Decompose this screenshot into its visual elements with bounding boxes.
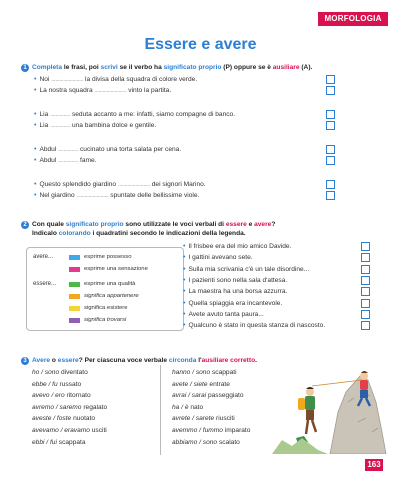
sentence-text: Questo splendido giardino <box>39 181 117 188</box>
verb-item <box>172 379 250 391</box>
instruction-fragment: avere <box>254 221 272 228</box>
color-box[interactable] <box>361 287 370 296</box>
instruction-fragment: significato proprio <box>65 221 124 228</box>
sentence-text: I pazienti sono nella sala d'attesa. <box>188 276 288 284</box>
legend-avere-label: avere... <box>33 254 54 260</box>
sentence-line <box>34 75 197 84</box>
bullet-icon: • <box>34 192 37 199</box>
instruction-fragment: essere <box>57 357 79 364</box>
instruction-fragment: . <box>255 357 257 364</box>
verb-item <box>32 367 107 379</box>
color-box[interactable] <box>361 242 370 251</box>
answer-box[interactable] <box>326 180 335 189</box>
sentence-line <box>34 191 199 200</box>
bullet-icon: • <box>34 122 37 129</box>
verb-item <box>32 413 107 425</box>
fill-in-blank[interactable]: ............... <box>50 122 71 129</box>
past-participle: nato <box>190 403 204 411</box>
instruction-fragment: Indicalo <box>32 230 59 237</box>
answer-box[interactable] <box>326 110 335 119</box>
color-legend <box>26 247 184 331</box>
auxiliary-choice[interactable]: avemmo / fummo <box>172 426 223 434</box>
sentence-text: Avete avuto tanta paura... <box>188 310 264 318</box>
instruction-fragment: Avere <box>32 357 51 364</box>
answer-box[interactable] <box>326 86 335 95</box>
sentence-text: cucinato una torta salata per cena. <box>80 146 182 153</box>
instruction-fragment: (P) oppure se è <box>221 64 273 71</box>
sentence-text: vinto la partita. <box>128 87 172 94</box>
sentence-line <box>34 180 206 189</box>
instruction-fragment: sono utilizzate le voci verbali di <box>123 221 226 228</box>
legend-label: esprime possesso <box>84 254 132 260</box>
sentence-line <box>34 121 156 130</box>
past-participle: regalato <box>83 403 108 411</box>
sentence-text: La maestra ha una borsa azzurra. <box>188 288 288 296</box>
sentence-text: Il frisbee era del mio amico Davide. <box>188 243 292 250</box>
sentence-text: fame. <box>80 157 97 164</box>
answer-box[interactable] <box>326 156 335 165</box>
past-participle: usciti <box>91 426 107 434</box>
legend-label: significa esistere <box>84 305 128 311</box>
instruction-fragment: ausiliare corretto <box>201 357 256 364</box>
bullet-icon: • <box>34 111 37 118</box>
bullet-icon: • <box>183 288 186 296</box>
instruction-fragment: o <box>50 357 58 364</box>
auxiliary-choice[interactable]: ho / sono <box>32 369 60 376</box>
auxiliary-choice[interactable]: avremo / saremo <box>32 403 82 411</box>
legend-label: esprime una qualità <box>84 281 136 287</box>
bullet-icon: • <box>34 181 37 188</box>
auxiliary-choice[interactable]: hanno / sono <box>172 369 211 376</box>
instruction-fragment: i quadratini secondo le indicazioni della legenda. <box>90 230 246 237</box>
answer-box[interactable] <box>326 191 335 200</box>
exercise-2-number: 2 <box>21 221 29 229</box>
sentence-line <box>183 265 309 274</box>
legend-swatch <box>69 282 80 287</box>
sentence-text: una bambina dolce e gentile. <box>71 122 157 129</box>
exercise-1-number: 1 <box>21 64 29 72</box>
instruction-fragment: (A). <box>299 64 313 71</box>
sentence-text: I gattini avevano sete. <box>188 254 253 262</box>
color-box[interactable] <box>361 265 370 274</box>
sentence-text: Abdul <box>39 146 57 153</box>
past-participle: scappata <box>58 438 86 446</box>
sentence-line <box>183 276 287 285</box>
instruction-fragment: Con quale <box>32 221 66 228</box>
past-participle: entrate <box>209 380 230 388</box>
color-box[interactable] <box>361 276 370 285</box>
fill-in-blank[interactable]: ........................ <box>117 181 150 188</box>
verb-item <box>172 413 250 425</box>
instruction-fragment: se il verbo ha <box>117 64 164 71</box>
sentence-text: Abdul <box>39 157 57 164</box>
sentence-line <box>34 156 97 165</box>
sentence-text: Qualcuno è stato in questa stanza di nascosto. <box>188 322 326 330</box>
sentence-text: dei signori Marino. <box>151 181 206 188</box>
sentence-line <box>183 287 287 296</box>
past-participle: passeggiato <box>207 392 244 400</box>
color-box[interactable] <box>361 310 370 319</box>
sentence-text: Lia <box>39 111 49 118</box>
auxiliary-choice[interactable]: avete / siete <box>172 380 208 388</box>
fill-in-blank[interactable]: ............... <box>50 111 71 118</box>
answer-box[interactable] <box>326 75 335 84</box>
fill-in-blank[interactable]: ........................ <box>76 192 109 199</box>
sentence-line <box>183 299 282 308</box>
answer-box[interactable] <box>326 145 335 154</box>
past-participle: riusciti <box>216 415 235 423</box>
legend-label: significa trovarsi <box>84 317 127 323</box>
exercise-2-instruction-line2 <box>32 229 246 238</box>
sentence-text: Noi <box>39 76 50 83</box>
instruction-fragment: l' <box>196 357 202 364</box>
auxiliary-choice[interactable]: abbiamo / sono <box>172 438 218 446</box>
bullet-icon: • <box>34 76 37 83</box>
verb-item <box>32 379 107 391</box>
instruction-fragment: e <box>246 221 255 228</box>
sentence-line <box>183 253 253 262</box>
sentence-text: la divisa della squadra di colore verde. <box>85 76 198 83</box>
past-participle: diventato <box>60 369 88 376</box>
auxiliary-choice[interactable]: avrete / sarete <box>172 415 215 423</box>
auxiliary-choice[interactable]: avevo / ero <box>32 392 65 400</box>
auxiliary-choice[interactable]: ebbi / fui <box>32 438 57 446</box>
legend-swatch <box>69 318 80 323</box>
bullet-icon: • <box>183 265 186 273</box>
sentence-text: Quella spiaggia era incantevole. <box>188 299 283 307</box>
legend-swatch <box>69 267 80 272</box>
instruction-fragment: ? <box>271 221 276 228</box>
legend-swatch <box>69 306 80 311</box>
sentence-line <box>34 86 171 95</box>
page-title: Essere e avere <box>144 36 257 53</box>
sentence-line <box>183 321 325 330</box>
past-participle: nuotato <box>73 415 96 423</box>
instruction-fragment: significato proprio <box>163 64 222 71</box>
exercise-1-instruction <box>32 63 312 72</box>
auxiliary-choice[interactable]: ha / è <box>172 403 189 411</box>
legend-label: significa appartenere <box>84 293 139 299</box>
sentence-text: Nel giardino <box>39 192 75 199</box>
verb-item <box>32 425 107 437</box>
bullet-icon: • <box>183 310 186 318</box>
legend-swatch <box>69 255 80 260</box>
past-participle: ritornato <box>66 392 91 400</box>
sentence-text: spuntate delle bellissime viole. <box>110 192 200 199</box>
verb-item <box>172 367 250 379</box>
page-number: 163 <box>365 459 383 471</box>
bullet-icon: • <box>183 254 186 262</box>
verb-item <box>32 390 107 402</box>
section-tab: MORFOLOGIA <box>318 12 388 26</box>
instruction-fragment: colorando <box>58 230 91 237</box>
fill-in-blank[interactable]: ........................ <box>94 87 127 94</box>
instruction-fragment: circonda <box>168 357 197 364</box>
color-box[interactable] <box>361 321 370 330</box>
bullet-icon: • <box>183 276 186 284</box>
answer-box[interactable] <box>326 121 335 130</box>
fill-in-blank[interactable]: ........................ <box>51 76 84 83</box>
exercise-2-instruction-line1 <box>32 220 275 229</box>
verb-item <box>32 402 107 414</box>
sentence-text: Sulla mia scrivania c'è un tale disordine... <box>188 265 310 273</box>
bullet-icon: • <box>34 87 37 94</box>
legend-swatch <box>69 294 80 299</box>
past-participle: imparato <box>224 426 251 434</box>
bullet-icon: • <box>183 322 186 330</box>
verb-list-left <box>32 367 107 448</box>
bullet-icon: • <box>34 146 37 153</box>
sentence-line <box>183 310 264 319</box>
verb-list-right <box>172 367 250 448</box>
verb-item <box>172 402 250 414</box>
instruction-fragment: essere <box>225 221 247 228</box>
color-box[interactable] <box>361 299 370 308</box>
sentence-text: La nostra squadra <box>39 87 93 94</box>
auxiliary-choice[interactable]: avevamo / eravamo <box>32 426 90 434</box>
instruction-fragment: scrivi <box>100 64 118 71</box>
bullet-icon: • <box>183 299 186 307</box>
verb-item <box>172 437 250 449</box>
past-participle: scalato <box>218 438 240 446</box>
verb-item <box>172 425 250 437</box>
color-box[interactable] <box>361 253 370 262</box>
auxiliary-choice[interactable]: avrai / sarai <box>172 392 207 400</box>
sentence-line <box>34 110 235 119</box>
instruction-fragment: Completa <box>32 64 63 71</box>
past-participle: russato <box>59 380 82 388</box>
auxiliary-choice[interactable]: aveste / foste <box>32 415 72 423</box>
legend-label: esprime una sensazione <box>84 266 148 272</box>
verb-item <box>32 437 107 449</box>
fill-in-blank[interactable]: ............... <box>58 146 79 153</box>
instruction-fragment: ausiliare <box>272 64 300 71</box>
fill-in-blank[interactable]: ............... <box>58 157 79 164</box>
bullet-icon: • <box>183 243 186 250</box>
sentence-line <box>34 145 181 154</box>
verb-item <box>172 390 250 402</box>
instruction-fragment: ? Per ciascuna voce verbale <box>78 357 169 364</box>
bullet-icon: • <box>34 157 37 164</box>
sentence-line <box>183 242 291 251</box>
climbers-illustration <box>268 362 388 454</box>
exercise-3-instruction <box>32 356 257 365</box>
sentence-text: seduta accanto a me: infatti, siamo compagne di banco. <box>71 111 236 118</box>
column-divider <box>160 365 161 455</box>
auxiliary-choice[interactable]: ebbe / fu <box>32 380 58 388</box>
legend-essere-label: essere... <box>33 281 57 287</box>
sentence-text: Lia <box>39 122 49 129</box>
instruction-fragment: le frasi, poi <box>62 64 101 71</box>
exercise-3-number: 3 <box>21 357 29 365</box>
past-participle: scappati <box>211 369 237 376</box>
